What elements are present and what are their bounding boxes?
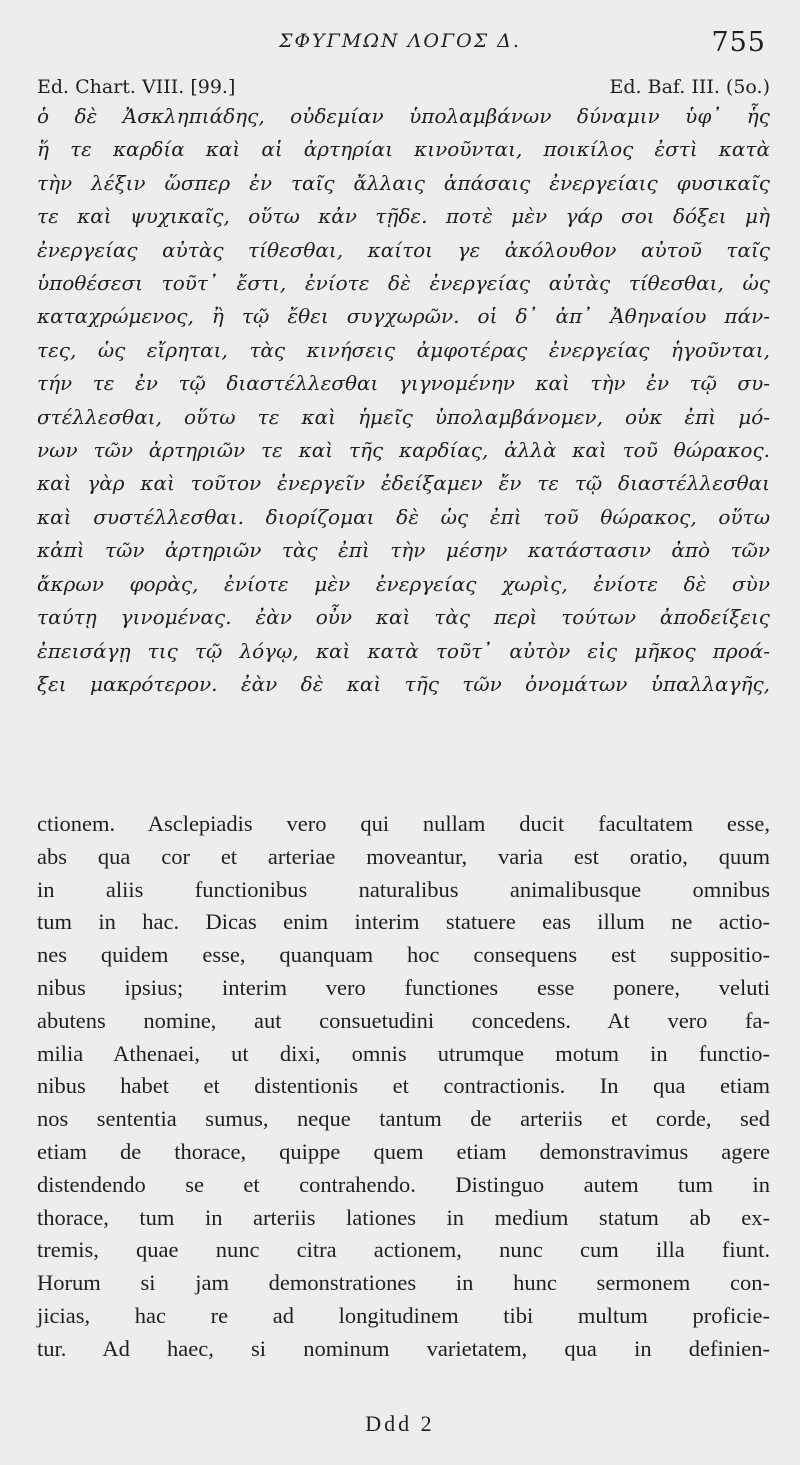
greek-line: καὶ γὰρ καὶ τοῦτον ἐνεργεῖν ἐδείξαμεν ἔν τε τῷ διαστέλλεσθαι [37, 471, 770, 496]
edition-right: Ed. Baf. III. (5o.) [609, 76, 770, 98]
greek-line: ξει μακρότερον. ἐὰν δὲ καὶ τῆς τῶν ὀνομάτων ὑπαλλαγῆς, [37, 671, 770, 696]
latin-line: milia Athenaei, ut dixi, omnis utrumque motum in functio- [37, 1040, 770, 1066]
greek-line: ἥ τε καρδία καὶ αἱ ἀρτηρίαι κινοῦνται, ποικίλος ἐστὶ κατὰ [37, 137, 770, 162]
latin-line: nos sententia sumus, neque tantum de arteriis et corde, sed [37, 1106, 770, 1132]
greek-line: ὁ δὲ Ἀσκληπιάδης, οὐδεμίαν ὑπολαμβάνων δύναμιν ὑφ᾽ ἧς [37, 104, 770, 128]
greek-line: τὴν λέξιν ὥσπερ ἐν ταῖς ἄλλαις ἁπάσαις ἐνεργείαις φυσικαῖς [37, 170, 770, 195]
greek-line: ἐνεργείας αὐτὰς τίθεσθαι, καίτοι γε ἀκόλουθον αὐτοῦ ταῖς [37, 237, 770, 262]
signature-mark: Ddd 2 [365, 1411, 435, 1436]
latin-line: nibus ipsius; interim vero functiones esse ponere, veluti [37, 974, 770, 1000]
greek-line: ἐπεισάγῃ τις τῷ λόγῳ, καὶ κατὰ τοῦτ᾽ αὐτὸν εἰς μῆκος προά- [37, 638, 770, 663]
greek-line: ἄκρων φορὰς, ἐνίοτε μὲν ἐνεργείας χωρὶς, ἐνίοτε δὲ σὺν [37, 571, 770, 596]
running-title: ΣΦΥΓΜΩΝ ΛΟΓΟΣ Δ. [279, 30, 521, 52]
latin-line: thorace, tum in arteriis lationes in medium statum ab ex- [37, 1204, 770, 1230]
greek-line: ταύτῃ γινομένας. ἐὰν οὖν καὶ τὰς περὶ τούτων ἀποδείξεις [37, 605, 770, 630]
greek-text-block [37, 100, 770, 701]
latin-line: Horum si jam demonstrationes in hunc sermonem con- [37, 1270, 770, 1296]
greek-line: καταχρώμενος, ἢ τῷ ἔθει συγχωρῶν. οἱ δ᾽ ἀπ᾽ Ἀθηναίου πάν- [37, 304, 770, 329]
greek-line: κἀπὶ τῶν ἀρτηριῶν τὰς ἐπὶ τὴν μέσην κατάστασιν ἀπὸ τῶν [37, 538, 770, 563]
edition-left: Ed. Chart. VIII. [99.] [37, 76, 236, 98]
greek-line: τήν τε ἐν τῷ διαστέλλεσθαι γιγνομένην καὶ τὴν ἐν τῷ συ- [37, 371, 770, 396]
greek-line: τες, ὡς εἴρηται, τὰς κινήσεις ἀμφοτέρας ἐνεργείας ἡγοῦνται, [37, 337, 770, 362]
latin-line: jicias, hac re ad longitudinem tibi multum proficie- [37, 1302, 770, 1328]
greek-line: καὶ συστέλλεσθαι. διορίζομαι δὲ ὡς ἐπὶ τοῦ θώρακος, οὕτω [37, 504, 770, 529]
greek-line: τε καὶ ψυχικαῖς, οὕτω κἀν τῇδε. ποτὲ μὲν γάρ σοι δόξει μὴ [37, 204, 770, 229]
latin-line: nibus habet et distentionis et contractionis. In qua etiam [37, 1073, 770, 1099]
latin-text-block [37, 808, 770, 1366]
page-number: 755 [711, 27, 766, 58]
latin-line: tum in hac. Dicas enim interim statuere eas illum ne actio- [37, 909, 770, 935]
latin-line: in aliis functionibus naturalibus animalibusque omnibus [37, 876, 770, 902]
latin-line: nes quidem esse, quanquam hoc consequens est suppositio- [37, 942, 770, 968]
greek-line: νων τῶν ἀρτηριῶν τε καὶ τῆς καρδίας, ἀλλὰ καὶ τοῦ θώρακος. [37, 438, 770, 463]
latin-line: tremis, quae nunc citra actionem, nunc cum illa fiunt. [37, 1237, 770, 1263]
latin-line: etiam de thorace, quippe quem etiam demonstravimus agere [37, 1138, 770, 1164]
greek-line: στέλλεσθαι, οὕτω τε καὶ ἡμεῖς ὑπολαμβάνομεν, οὐκ ἐπὶ μό- [37, 404, 770, 429]
latin-line: tur. Ad haec, si nominum varietatem, qua in definien- [37, 1335, 770, 1361]
latin-line: abs qua cor et arteriae moveantur, varia est oratio, quum [37, 843, 770, 869]
edition-line [37, 76, 770, 98]
greek-line: ὑποθέσεσι τοῦτ᾽ ἔστι, ἐνίοτε δὲ ἐνεργείας αὐτὰς τίθεσθαι, ὡς [37, 271, 770, 296]
latin-line: distendendo se et contrahendo. Distinguo autem tum in [37, 1171, 770, 1197]
latin-line: abutens nomine, aut consuetudini concedens. At vero fa- [37, 1007, 770, 1033]
latin-line: ctionem. Asclepiadis vero qui nullam ducit facultatem esse, [37, 811, 770, 836]
